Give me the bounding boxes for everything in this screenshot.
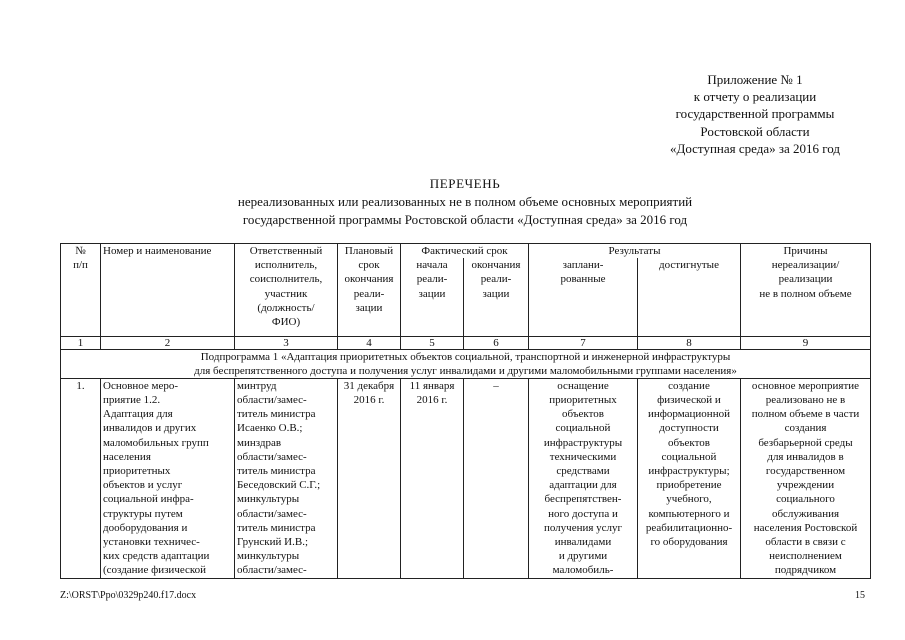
column-number: 7: [529, 336, 638, 349]
appendix-line: к отчету о реализации: [693, 89, 817, 105]
row-measure-name: Основное меро- приятие 1.2. Адаптация для инвалидов и других маломобильных групп населения приоритетных объектов и услуг социальной инфра- структуры путем дооборудования и установки техничес- ких средств адаптации (создание физической: [101, 378, 235, 578]
row-responsible: минтруд области/замес- титель министра Исаенко О.В.; минздрав области/замес- титель министра Беседовский С.Г.; минкультуры области/замес- титель министра Грунский И.В.; минкультуры области/замес-: [235, 378, 338, 578]
header-planned-results: заплани- рованные: [529, 258, 638, 336]
header-reasons: Причины нереализации/ реализации не в полном объеме: [741, 244, 871, 337]
header-planned-end: Плановый срок окончания реали- зации: [338, 244, 401, 337]
column-number: 1: [61, 336, 101, 349]
header-achieved-results: достигнутые: [638, 258, 741, 336]
column-number: 3: [235, 336, 338, 349]
row-number: 1.: [61, 378, 101, 578]
column-number: 2: [101, 336, 235, 349]
table-header-row: [61, 244, 871, 259]
column-number: 8: [638, 336, 741, 349]
column-number: 6: [464, 336, 529, 349]
document-title: [60, 175, 870, 229]
header-responsible: Ответственный исполнитель, соисполнитель, участник (должность/ ФИО): [235, 244, 338, 337]
footer-file-path: Z:\ORST\Ppo\0329p240.f17.docx: [60, 590, 197, 601]
row-achieved-results: создание физической и информационной доступности объектов социальной инфраструктуры; приобретение учебного, компьютерного и реабилитационно- го оборудования: [638, 378, 741, 578]
column-numbers-row: [61, 336, 871, 349]
row-planned-results: оснащение приоритетных объектов социальной инфраструктуры техническими средствами адаптации для беспрепятствен- ного доступа и получения услуг инвалидами и другими маломобиль-: [529, 378, 638, 578]
header-actual-group: Фактический срок: [401, 244, 529, 259]
appendix-line: Приложение № 1: [707, 72, 803, 87]
measures-table: [60, 243, 871, 579]
header-name: Номер и наименование: [101, 244, 235, 337]
header-actual-start: начала реали- зации: [401, 258, 464, 336]
column-number: 9: [741, 336, 871, 349]
appendix-block: [612, 71, 898, 157]
column-number: 4: [338, 336, 401, 349]
header-actual-end: окончания реали- зации: [464, 258, 529, 336]
appendix-line: государственной программы: [675, 106, 835, 122]
header-num: № п/п: [61, 244, 101, 337]
table-row: [61, 378, 871, 578]
header-results-group: Результаты: [529, 244, 741, 259]
row-planned-end: 31 декабря 2016 г.: [338, 378, 401, 578]
row-actual-start: 11 января 2016 г.: [401, 378, 464, 578]
page-number: 15: [855, 590, 865, 601]
appendix-line: «Доступная среда» за 2016 год: [669, 140, 841, 156]
title-line-2: государственной программы Ростовской области «Доступная среда» за 2016 год: [242, 212, 688, 227]
row-actual-end: –: [464, 378, 529, 578]
row-reasons: основное мероприятие реализовано не в полном объеме в части создания безбарьерной среды для инвалидов в государственном учреждении социального обслуживания населения Ростовской области в связи с неисполнением подрядчиком: [741, 378, 871, 578]
column-number: 5: [401, 336, 464, 349]
title-main: ПЕРЕЧЕНЬ: [429, 176, 501, 191]
title-line-1: нереализованных или реализованных не в полном объеме основных мероприятий: [237, 194, 693, 209]
subprogram-title: Подпрограмма 1 «Адаптация приоритетных объектов социальной, транспортной и инженерной инфраструктуры для беспрепятственного доступа и получения услуг инвалидами и другими маломобильными группами населения»: [61, 349, 871, 378]
appendix-line: Ростовской области: [700, 123, 810, 139]
subprogram-row: [61, 349, 871, 378]
